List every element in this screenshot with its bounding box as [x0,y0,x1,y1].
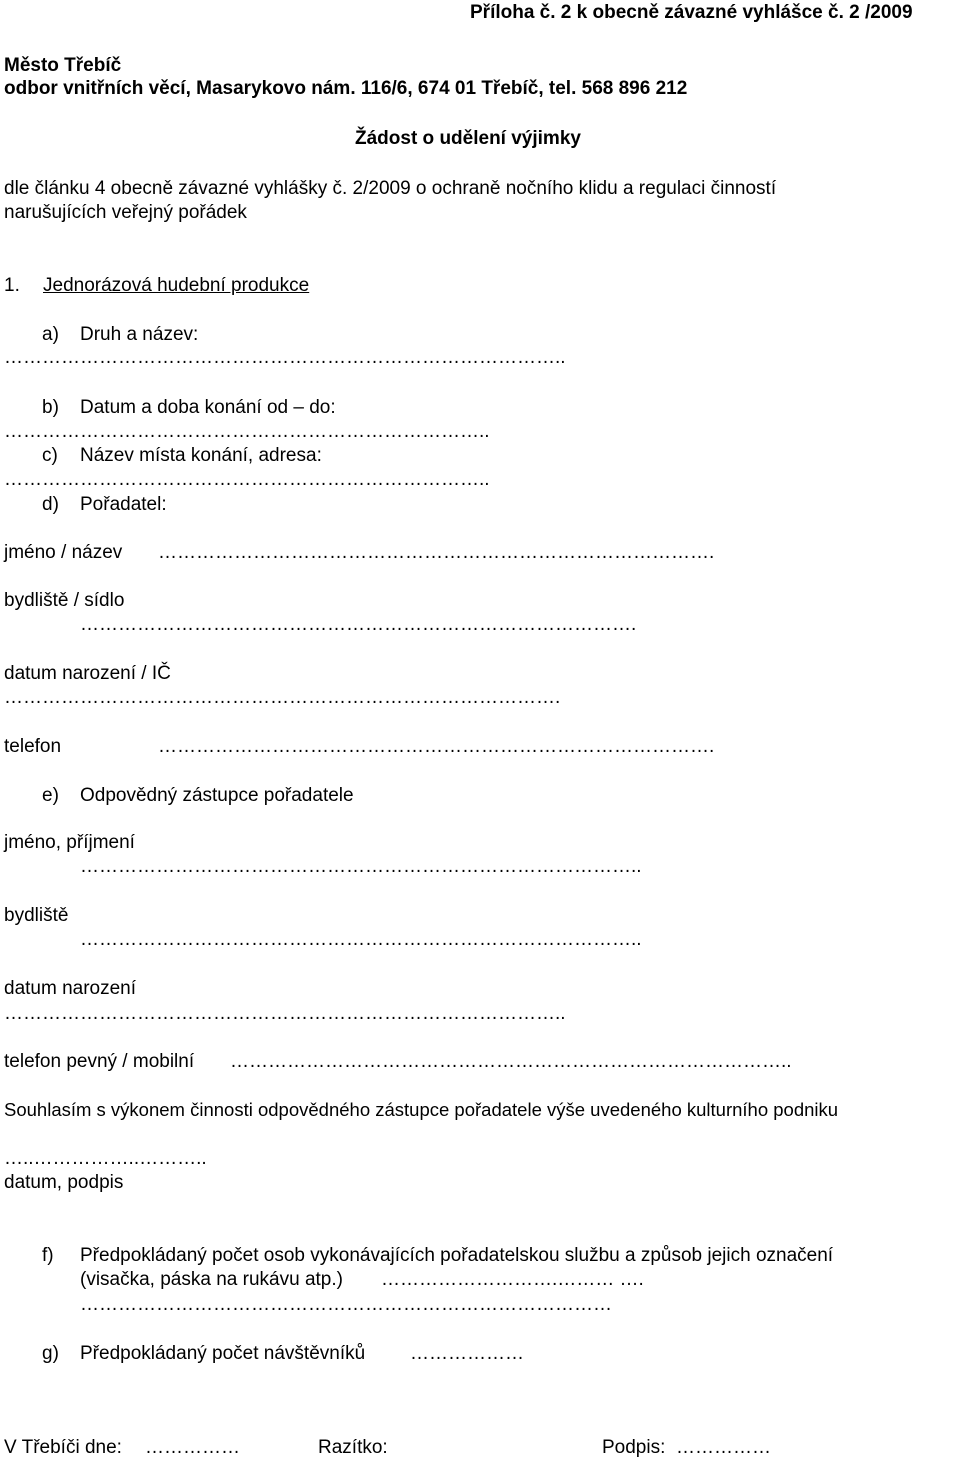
item-e-label: Odpovědný zástupce pořadatele [80,785,354,806]
organizer-phone-blank[interactable]: ……………………………………………………………………………. [158,736,715,757]
organizer-name-label: jméno / název [4,542,123,563]
item-a-letter: a) [42,324,59,345]
item-b-blank[interactable]: ………………………………………………………………….. [4,421,490,442]
organizer-birth-label: datum narození / IČ [4,663,171,684]
organizer-birth-blank[interactable]: ……………………………………………………………………………. [4,687,561,708]
consent-signature-label: datum, podpis [4,1172,124,1193]
item-b-letter: b) [42,397,59,418]
rep-phone-blank[interactable]: …………………………………………………………………………….. [230,1051,792,1072]
organizer-phone-label: telefon [4,736,62,757]
footer-stamp-label: Razítko: [318,1437,388,1458]
item-d-letter: d) [42,494,59,515]
item-c-label: Název místa konání, adresa: [80,445,322,466]
item-f-blank2[interactable]: ………………………………………………………………………… [80,1294,612,1315]
rep-address-blank[interactable]: …………………………………………………………………………….. [80,929,642,950]
item-c-blank[interactable]: ………………………………………………………………….. [4,469,490,490]
footer-date-label: V Třebíči dne: [4,1437,122,1458]
footer-date-blank[interactable]: …………… [145,1437,240,1458]
item-f-label-line2: (visačka, páska na rukávu atp.) [80,1269,343,1290]
item-g-blank[interactable]: ……………… [410,1343,524,1364]
section1-heading: Jednorázová hudební produkce [43,275,310,296]
organizer-name-blank[interactable]: ……………………………………………………………………………. [158,542,715,563]
organizer-address-blank[interactable]: ……………………………………………………………………………. [80,614,637,635]
item-b-label: Datum a doba konání od – do: [80,397,336,418]
item-f-letter: f) [42,1245,54,1266]
rep-address-label: bydliště [4,905,69,926]
item-a-label: Druh a název: [80,324,199,345]
item-g-letter: g) [42,1343,59,1364]
organizer-address-label: bydliště / sídlo [4,590,125,611]
rep-name-blank[interactable]: …………………………………………………………………………….. [80,856,642,877]
item-d-label: Pořadatel: [80,494,167,515]
item-a-blank[interactable]: …………………………………………………………………………….. [4,347,566,368]
form-title: Žádost o udělení výjimky [355,128,581,149]
subtitle-line2: narušujících veřejný pořádek [4,202,247,223]
rep-birth-blank[interactable]: …………………………………………………………………………….. [4,1003,566,1024]
item-e-letter: e) [42,785,59,806]
item-c-letter: c) [42,445,58,466]
item-g-label: Předpokládaný počet návštěvníků [80,1343,366,1364]
rep-name-label: jméno, příjmení [4,832,135,853]
rep-birth-label: datum narození [4,978,137,999]
subtitle-line1: dle článku 4 obecně závazné vyhlášky č. 2/2009 o ochraně nočního klidu a regulaci činností [4,178,777,199]
footer-signature-blank[interactable]: …………… [676,1437,771,1458]
item-f-blank1[interactable]: ……………………….……… …. [381,1269,644,1290]
item-f-label-line1: Předpokládaný počet osob vykonávajících pořadatelskou službu a způsob jejich označení [80,1245,834,1266]
rep-phone-label: telefon pevný / mobilní [4,1051,195,1072]
attachment-header: Příloha č. 2 k obecně závazné vyhlášce č. 2 /2009 [470,2,913,23]
section1-number: 1. [4,275,20,296]
consent-signature-blank[interactable]: …..……………..……….. [4,1148,207,1169]
issuer-department: odbor vnitřních věcí, Masarykovo nám. 116/6, 674 01 Třebíč, tel. 568 896 212 [4,78,688,99]
issuer-city: Město Třebíč [4,55,122,76]
consent-text: Souhlasím s výkonem činnosti odpovědného zástupce pořadatele výše uvedeného kulturního podniku [4,1099,839,1120]
footer-signature-label: Podpis: [602,1437,666,1458]
